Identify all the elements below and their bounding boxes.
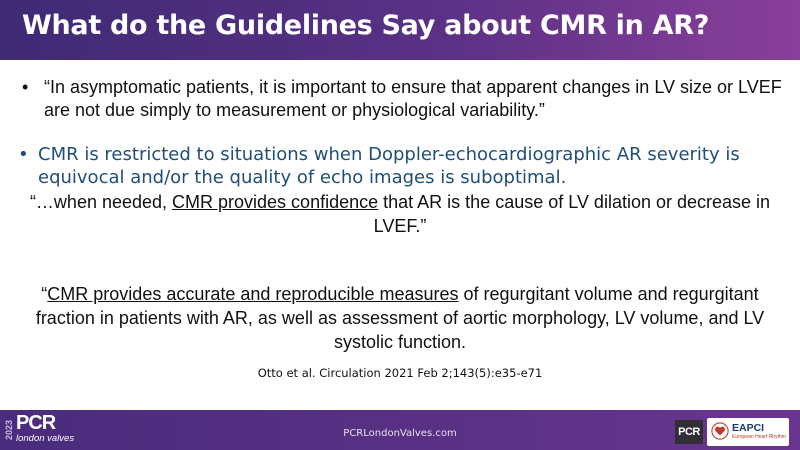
quote2-post: of regurgitant volume and regurgitant fraction in patients with AR, as well as assessment of aortic morphology, LV volume, and LV systolic function.: [35, 284, 765, 352]
year-label: 2023: [4, 419, 14, 441]
eapci-tagline: European Heart Rhythm: [732, 434, 786, 440]
bullet-item-2: [18, 143, 788, 189]
heart-icon: [711, 422, 729, 440]
quote1-post: that AR is the cause of LV dilation or decrease in LVEF.”: [373, 192, 771, 236]
guideline-quote-1: [20, 190, 780, 238]
quote1-pre: “…when needed,: [29, 192, 173, 212]
pcr-london-valves-logo: PCR: [16, 412, 56, 434]
bullet-text-2: CMR is restricted to situations when Doppler-echocardiographic AR severity is equivocal and/or the quality of echo images is suboptimal.: [38, 144, 740, 188]
pcr-badge-logo: PCR: [675, 420, 703, 444]
quote1-underlined: CMR provides confidence: [172, 192, 379, 212]
slide-header: [0, 0, 800, 60]
bullet-item-1: [22, 76, 782, 122]
quote2-pre: “: [41, 284, 48, 304]
bullet-text-1: “In asymptomatic patients, it is important to ensure that apparent changes in LV size or LVEF are not due simply to measurement or physiological variability.”: [44, 77, 782, 120]
eapci-logo: [707, 418, 789, 446]
citation: Otto et al. Circulation 2021 Feb 2;143(5):e35-e71: [257, 366, 543, 380]
logo-subtitle: london valves: [16, 433, 75, 444]
slide-title: What do the Guidelines Say about CMR in AR?: [22, 10, 710, 41]
eapci-name: EAPCI: [732, 422, 765, 434]
bullet-dot-icon: •: [22, 77, 29, 97]
footer-url: PCRLondonValves.com: [343, 428, 457, 439]
quote2-underlined: CMR provides accurate and reproducible measures: [47, 284, 459, 304]
guideline-quote-2: [20, 282, 780, 354]
bullet-dot-icon: •: [18, 144, 29, 165]
